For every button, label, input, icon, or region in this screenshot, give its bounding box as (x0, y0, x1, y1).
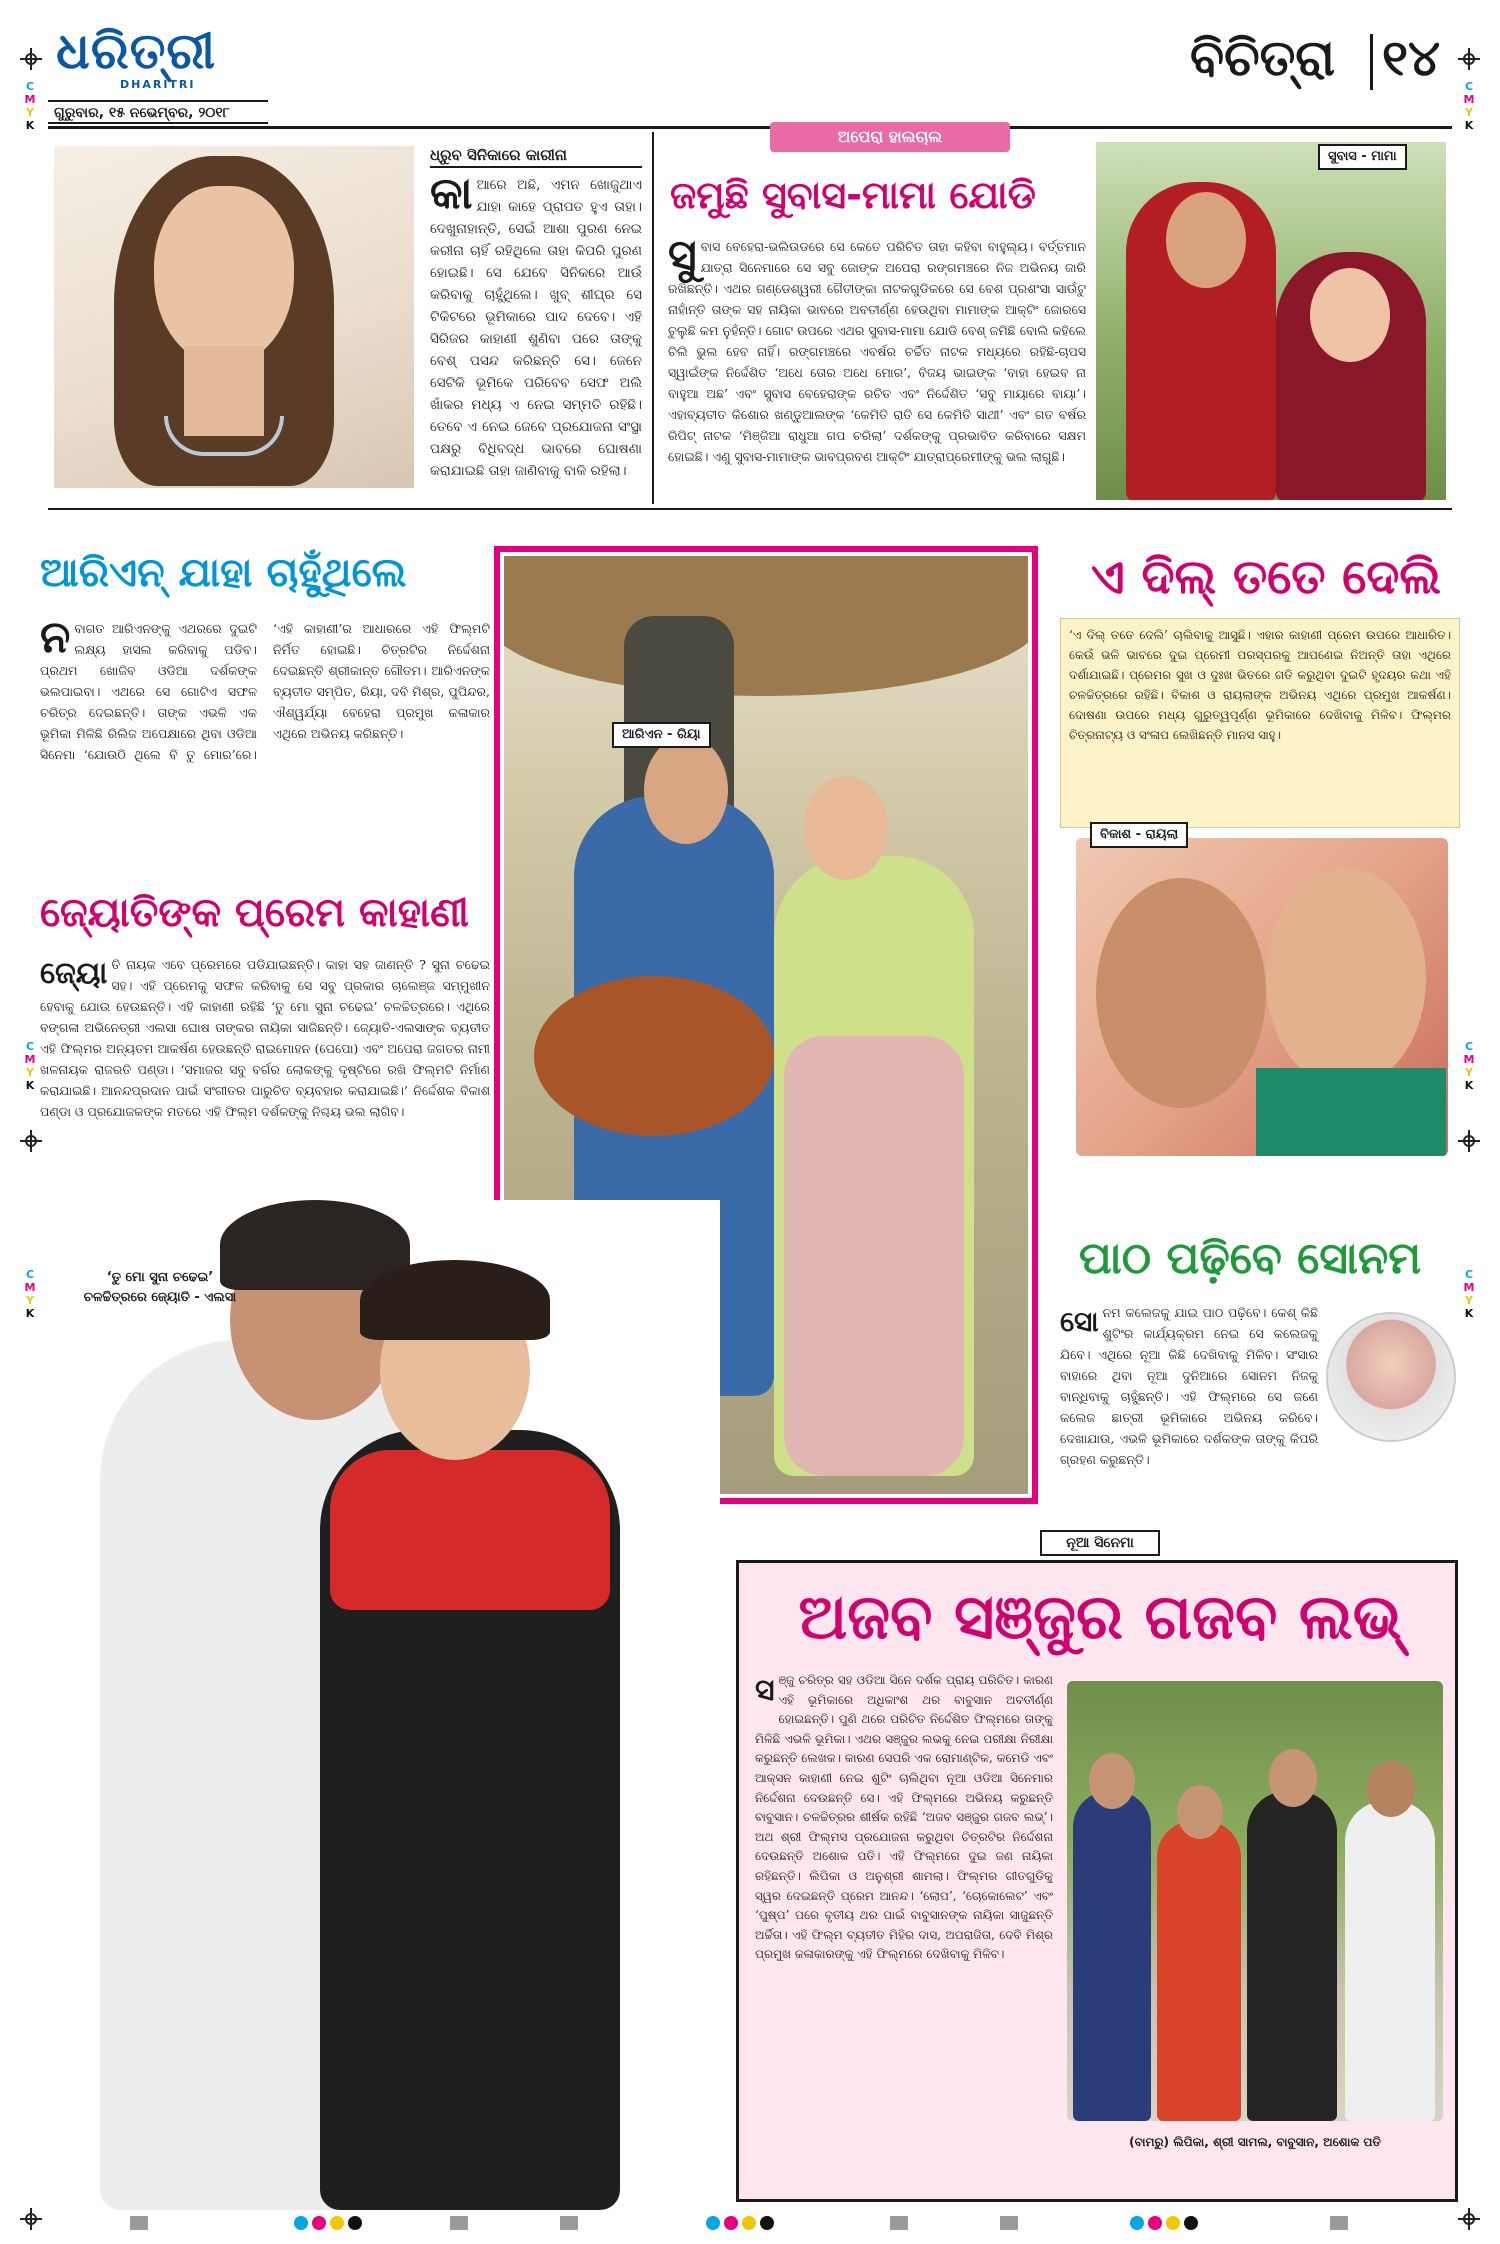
ajab-group-photo (1067, 1681, 1443, 2121)
hut-roof (504, 556, 1028, 696)
sonam-photo-circle (1326, 1312, 1456, 1442)
jatra-dropcap: ସୁ (668, 236, 697, 281)
color-dot-black (1184, 2216, 1198, 2230)
registration-mark (20, 2208, 42, 2230)
subas-mama-photo (1096, 142, 1446, 500)
woman-top-red (330, 1450, 610, 1610)
logo-text: ଧରିତ୍ରୀ (56, 22, 217, 80)
registration-mark (1458, 2208, 1480, 2230)
edil-headline: ଏ ଦିଲ୍ ତତେ ଦେଲି (1091, 549, 1441, 605)
color-dot-black (760, 2216, 774, 2230)
woman-face (804, 776, 888, 880)
person-1 (1073, 1791, 1151, 2121)
woman-face (1310, 268, 1390, 362)
ajab-body: ସଞ୍ଜୁ ଚରିତ୍ର ସହ ଓଡିଆ ସିନେ ଦର୍ଶକ ପ୍ରାୟ ପରିଚିତ। କାରଣ ଏହି ଭୂମିକାରେ ଅଧିକାଂଶ ଥର ବାବୁସାନ ଅବତୀର୍ଣ୍ଣ ହୋଇଛନ୍ତି। ପୁଣି ଥରେ ପରିଚିତ ନିର୍ଦ୍ଦେଶିତ ଫିଲ୍ମରେ ତାଙ୍କୁ ମିଳିଛି ଏଭଳି ଭୂମିକା। ଏଥର ସଞ୍ଜୁର ଲଭକୁ ନେଇ ପରୀକ୍ଷା ନିରୀକ୍ଷା କରୁଛନ୍ତି ଲେଖକ। କାରଣ ସେପରି ଏକ ରୋମାଣ୍ଟିକ, କମେଡି ଏବଂ ଆକ୍ସନ କାହାଣୀ ନେଇ ଶୁଟିଂ ଚାଲିଥିବା ନୂଆ ଓଡିଆ ସିନେମାର ନିର୍ଦ୍ଦେଶନା ଦେଉଛନ୍ତି ସେ। ଏହି ଫିଲ୍ମରେ ଅଭିନୟ କରୁଛନ୍ତି ବାବୁସାନ। ଚଳଚ୍ଚିତ୍ରର ଶୀର୍ଷକ ରହିଛି ‘ଅଜବ ସଞ୍ଜୁର ଗଜବ ଲଭ୍’। ଅଥ ଶ୍ରୀ ଫିଲ୍ମସ ପ୍ରଯୋଜନା କରୁଥିବା ଚିତ୍ରଟିର ନିର୍ଦ୍ଦେଶନା ଦେଉଛନ୍ତି ଅଶୋକ ପତି। ଏହି ଫିଲ୍ମରେ ଦୁଇ ଜଣ ନାୟିକା ରହିଛନ୍ତି। ଲିପିକା ଓ ଅନୁଶ୍ରୀ ଶାମଲା। ଫିଲ୍ମର ଗୀତଗୁଡିକୁ ସ୍ୱର ଦେଇଛନ୍ତି ପ୍ରେମ ଆନନ୍ଦ। ‘ଲୋପ’, ‘ଚୋକୋଲେଟ’ ଏବଂ ‘ପୁଷ୍ପ’ ପରେ ବୃତୀୟ ଥର ପାଇଁ ବାବୁସାନଙ୍କ ନାୟିକା ସାଜୁଛନ୍ତି ଅର୍ଚ୍ଚିତା। ଏହି ଫିଲ୍ମ ବ୍ୟତୀତ ମିହିର ଦାସ, ଅପରାଜିତା, ଦେବି ମିଶ୍ର ପ୍ରମୁଖ କଳାକାରଙ୍କୁ ଏହି ଫିଲ୍ମରେ ଦେଖିବାକୁ ମିଳିବ। (755, 1673, 1053, 1962)
man-face (1096, 878, 1266, 1108)
grey-swatch (890, 2216, 908, 2230)
jyoti-body: ଜ୍ୟୋ ତି ନାୟକ ଏବେ ପ୍ରେମରେ ପଡିଯାଇଛନ୍ତି। କାହା ସହ ଜାଣନ୍ତି ? ସୁନା ଚଢେଇ ସହ। ଏହି ପ୍ରେମକୁ ସଫଳ କରିବାକୁ ସେ ସବୁ ପ୍ରକାର ଚାଲେଞ୍ଜ ସମ୍ମୁଖୀନ ହେବାକୁ ଯୋଉ ହେଉଛନ୍ତି। ଏହି କାହାଣୀ ରହିଛି ‘ତୁ ମୋ ସୁନା ଚଢେଇ’ ଚଳଚ୍ଚିତ୍ରରେ। ଏଥିରେ ବଙ୍ଗଳା ଅଭିନେତ୍ରୀ ଏଲସା ଘୋଷ ତାଙ୍କର ନାୟିକା ସାଜିଛନ୍ତି। ଜ୍ୟୋତି-ଏଲସାଙ୍କ ବ୍ୟତୀତ ଏହି ଫିଲ୍ମର ଅନ୍ୟତମ ଆକର୍ଷଣ ହେଉଛନ୍ତି ରାଇମୋହନ (ପେପୋ) ଏବଂ ଅପେରା ଜଗତର ନାମୀ ଖଳନାୟକ ରାଜରତି ପଣ୍ଡା। ‘ସମାଜର ସବୁ ବର୍ଗର ଲୋକଙ୍କୁ ଦୃଷ୍ଟିରେ ରଖି ଫିଲ୍ମଟି ନିର୍ମାଣ କରାଯାଇଛି। ଆନନ୍ଦପ୍ରଦାନ ପାଇଁ ସଂଗୀତର ପାରୁଚିତ ବ୍ୟବହାର କରାଯାଇଛି।’ ନିର୍ଦ୍ଦେଶକ ବିକାଶ ପଣ୍ଡା ଓ ପ୍ରଯୋଜକଙ୍କ ମତରେ ଏହି ଫିଲ୍ମ ଦର୍ଶକଙ୍କୁ ନିଶ୍ଚୟ ଭଲ ଲାଗିବ। (40, 956, 490, 1119)
grey-swatch (1330, 2216, 1348, 2230)
grey-swatch (560, 2216, 578, 2230)
cmyk-strip: C M Y K (24, 1268, 36, 1320)
subas-mama-caption: ସୁବାସ - ମାମା (1318, 144, 1407, 170)
grey-swatch (450, 2216, 468, 2230)
face-shape (154, 186, 294, 366)
edil-body: ‘ଏ ଦିଲ୍ ତତେ ଦେଲି’ ଚାଲିବାକୁ ଆସୁଛି। ଏହାର କାହାଣୀ ପ୍ରେମ ଉପରେ ଆଧାରିତ। କେଉଁ ଭଳି ଭାବରେ ଦୁଇ ପ୍ରେମୀ ପରସ୍ପରକୁ ଆପଣେଇ ନିଅନ୍ତି ତାହା ଏଥିରେ ଦର୍ଶାଯାଇଛି। ପ୍ରେମର ସୁଖ ଓ ଦୁଃଖ ଭିତରେ ଗତି କରୁଥିବା ଦୁଇଟି ହୃଦୟର କଥା ଏହି ଚଳଚ୍ଚିତ୍ରରେ ରହିଛି। ବିକାଶ ଓ ରାୟଲାଙ୍କ ଅଭିନୟ ଏଥିରେ ପ୍ରମୁଖ ଆକର୍ଷଣ। ଦୋଷଣା ଉପରେ ମଧ୍ୟ ଗୁରୁତ୍ୱପୂର୍ଣ୍ଣ ଭୂମିକାରେ ଦେଖିବାକୁ ମିଳିବ। ଫିଲ୍ମର ଚିତ୍ରନାଟ୍ୟ ଓ ସଂଳାପ ଲେଖିଛନ୍ତି ମାନସ ସାହୁ। (1069, 628, 1451, 742)
ajab-photo-caption: (ବାମରୁ) ଲିପିକା, ଶ୍ରୀ ସାମଲ, ବାବୁସାନ, ଅଶୋକ ପତି (1129, 2135, 1381, 2149)
sonam-dropcap: ସୋ (1060, 1305, 1099, 1338)
sonam-headline: ପାଠ ପଢ଼ିବେ ସୋନମ (1078, 1233, 1422, 1284)
grey-swatch (1000, 2216, 1018, 2230)
kareena-photo (54, 146, 414, 488)
color-dot-cyan (1130, 2216, 1144, 2230)
masthead-date-bar (48, 100, 268, 124)
opera-tag (770, 122, 1010, 152)
person-2 (1157, 1821, 1241, 2121)
ariyan-headline: ଆରିଏନ୍ ଯାହା ଚାହୁଁଥିଲେ (40, 550, 407, 596)
woman-face (1266, 868, 1426, 1088)
ajab-tag (1040, 1530, 1160, 1556)
man-face (644, 736, 728, 844)
person-4 (1345, 1801, 1435, 2121)
jyoti-elsa-photo (60, 1200, 720, 2210)
kareena-dropcap: କା (430, 174, 473, 219)
registration-mark (20, 48, 42, 70)
person-4-face (1367, 1761, 1415, 1817)
ariyan-riya-caption: ଆରିଏନ - ରିୟା (612, 722, 711, 748)
bikash-rayala-photo (1076, 838, 1448, 1156)
guitar-shape (534, 976, 774, 1136)
top-section-rule (48, 508, 1452, 510)
cmyk-strip: C M Y K (1463, 1040, 1475, 1092)
jyoti-headline: ଜ୍ୟୋତିଙ୍କ ପ୍ରେମ କାହାଣୀ (40, 890, 470, 936)
jyoti-elsa-caption-line1: ‘ତୁ ମୋ ସୁନା ଚଢେଇ’ (106, 1270, 214, 1285)
jatra-body: ସୁବାସ ବେହେରା-ଭଲିଉଡରେ ସେ କେତେ ପରିଚିତ ତାହା କହିବା ବାହୁଲ୍ୟ। ବର୍ତ୍ତମାନ ଯାତ୍ରା ସିନେମାରେ ସେ ସବୁ ଜୋଙ୍କ ଅପେରା ରଙ୍ଗମଞ୍ଚରେ ନିଜ ଅଭିନୟ ଜାରି ରଖିଛନ୍ତି। ଏଥର ଗଣ୍ଡେଶ୍ୱରୀ ଗୈତୀଙ୍କା ନାଟକଗୁଡିକରେ ସେ ବେଶ ପ୍ରଶଂସା ସାଉଁଟୁ ନାହାଁନ୍ତି ତାଙ୍କ ସହ ନାୟିକା ଭାବରେ ଅବତୀର୍ଣ୍ଣ ହେଉଥିବା ମାମାଙ୍କ ଆକ୍ଟିଂ ଜୋରସେ ଚୁଲୁଛି କମ ନୁହଁନ୍ତି। ଗୋଟ ଉପରେ ଏଥର ସୁବାସ-ମାମା ଯୋଡି ବେଶ୍ ଜମିଛି ବୋଲି କହିଲେ ଚିଲି ଭୁଲ ହେବ ନାହିଁ। ରଙ୍ଗମଞ୍ଚରେ ଏବର୍ଷର ଚର୍ଚ୍ଚିତ ନାଟକ ମଧ୍ୟରେ ରହିଛି-ଚାପସ ସ୍ୱାଇଁଙ୍କ ନିର୍ଦ୍ଦେଶିତ ‘ଅଧେ ତୋର ଅଧେ ମୋର’, ବିଜୟ ଭାଇଙ୍କ ‘ବାହା ହେଇବ ନା ବାହୁଆ ଅଛ’ ଏବଂ ସୁବାସ ବେହେରାଙ୍କ ରଚିତ ଏବଂ ନିର୍ଦ୍ଦେଶିତ ‘ସବୁ ମାୟାରେ ବାୟା’। ଏହାବ୍ୟତୀତ କିଶୋର ଖଣ୍ଡୁଆଲଙ୍କ ‘କେମିତି ରାତି ସେ କେମିତି ସାଥୀ’ ଏବଂ ଗତ ବର୍ଷର ରିପିଟ୍ ନାଟକ ‘ମିଞ୍ଜିଆ ରାଧୁଆ ଗପ ଚରିଲା’ ଦର୍ଶକଙ୍କୁ ପ୍ରଭାବିତ କରିବାରେ ସକ୍ଷମ ହୋଇଛି। ଏଣୁ ସୁବାସ-ମାମାଙ୍କ ଭାବପ୍ରବଣ ଆକ୍ଟିଂ ଯାତ୍ରାପ୍ରେମୀଙ୍କୁ ଭଲ ଲାଗୁଛି। (668, 236, 1086, 464)
sonam-body: ସୋ ନମ କଲେଜକୁ ଯାଇ ପାଠ ପଢ଼ିବେ। କେଶ୍ କିଛି ଶୁଟିଂର କାର୍ଯ୍ୟକ୍ରମ ନେଇ ସେ କଲେଜକୁ ଯିବେ। ଏଥିରେ ନୂଆ କିଛି ଦେଖିବାକୁ ମିଳିବ। ସଂସାର ବାହାରେ ଥିବା ନୂଆ ଦୁନିଆରେ ସୋନମ ନିଜକୁ ବାନ୍ଧିବାକୁ ଚାହୁଁଛନ୍ତି। ଏହି ଫିଲ୍ମରେ ସେ ଜଣେ କଲେଜ ଛାତ୍ରୀ ଭୂମିକାରେ ଅଭିନୟ କରିବେ। ଦେଖାଯାଉ, ଏଭଳି ଭୂମିକାରେ ଦର୍ଶକଙ୍କ ତାଙ୍କୁ କିପରି ଗ୍ରହଣ କରୁଛନ୍ତି। (1060, 1302, 1460, 1498)
ajab-tag-text: ନୂଆ ସିନେମା (1066, 1535, 1134, 1551)
color-dot-cyan (294, 2216, 308, 2230)
woman-hair (360, 1260, 550, 1340)
section-title: ବିଚିତ୍ରା (1190, 29, 1336, 87)
ariyan-body: ନବାଗତ ଆରିଏନଙ୍କୁ ଏଥରରେ ଦୁଇଟି ଲକ୍ଷ୍ୟ ହାସଲ କରିବାକୁ ପଡିବ। ପ୍ରଥମ ଖୋଜିବ ଓଡିଆ ଦର୍ଶକଙ୍କ ଭଲପାଇବା। ଏଥରେ ସେ ଗୋଟିଏ ସଫଳ ଚରିତ୍ର ଦେଇଛନ୍ତି। ତାଙ୍କ ଏଭଳି ଏକ ଭୂମିକା ମିଳିଛି ରିଲିଜ ଅପେକ୍ଷାରେ ଥିବା ଓଡିଆ ସିନେମା ‘ଯୋଉଠି ଥିଲେ ବି ତୁ ମୋର’ରେ। ‘ଏହି କାହାଣୀ’ର ଆଧାରରେ ଏହି ଫିଲ୍ମଟି ନିର୍ମିତ ହୋଇଛି। ଚିତ୍ରଟିର ନିର୍ଦ୍ଦେଶନା ଦେଇଛନ୍ତି ଶ୍ରୀକାନ୍ତ ଗୌତମ। ଆରିଏନଙ୍କ ବ୍ୟତୀତ ସମ୍ପିତ, ରିୟା, ଦବି ମିଶ୍ର, ପୁପିନ୍ଦର, ଐଶ୍ୱର୍ଯ୍ୟା ବେହେରା ପ୍ରମୁଖ କଳାକାର ଏଥିରେ ଅଭିନୟ କରିଛନ୍ତି। (40, 618, 490, 762)
person-2-face (1177, 1785, 1223, 1839)
registration-mark (1458, 1130, 1480, 1152)
bikash-rayala-caption: ବିକାଶ - ରାୟଲା (1090, 822, 1188, 848)
color-dot-magenta (1148, 2216, 1162, 2230)
jyoti-elsa-caption (40, 1268, 280, 1308)
color-dot-yellow (742, 2216, 756, 2230)
kareena-kicker: ଧ୍ରୁବ ସିନିକାରେ କାରୀନା (430, 144, 642, 168)
cmyk-strip: C M Y K (24, 80, 36, 132)
page-number: ୧୪ (1382, 29, 1441, 87)
opera-tag-text: ଅପେରା ହାଲଚାଲ (837, 127, 943, 146)
masthead-logo (56, 22, 276, 96)
jatra-headline: ଜମୁଛି ସୁବାସ-ମାମା ଯୋଡି (670, 173, 1036, 217)
registration-mark (20, 1130, 42, 1152)
cmyk-strip: C M Y K (1463, 1268, 1475, 1320)
ajab-box (736, 1560, 1458, 2202)
section-divider (1370, 34, 1373, 90)
masthead-rule (48, 126, 1452, 129)
logo-subtext: DHARITRI (120, 78, 196, 91)
ajab-dropcap: ସ (755, 1673, 775, 1708)
cmyk-strip: C M Y K (1463, 80, 1475, 132)
man-face (1166, 192, 1246, 288)
issue-date: ଗୁରୁବାର, ୧୫ ନଭେମ୍ବର, ୨୦୧୮ (54, 105, 231, 121)
grey-swatch (130, 2216, 148, 2230)
color-dot-yellow (330, 2216, 344, 2230)
woman-dress (1256, 1068, 1446, 1156)
person-3 (1247, 1791, 1337, 2121)
ajab-headline: ଅଜବ ସଞ୍ଜୁର ଗଜବ ଲଭ୍ (798, 1580, 1402, 1653)
person-3-face (1269, 1749, 1317, 1807)
ariyan-dropcap: ନ (40, 618, 71, 663)
jyoti-elsa-caption-line2: ଚଳଚ୍ଚିତ୍ରରେ ଜ୍ୟୋତି - ଏଲସା (83, 1290, 237, 1305)
cmyk-strip: C M Y K (24, 1040, 36, 1092)
column-rule (652, 132, 654, 504)
registration-mark (1458, 48, 1480, 70)
person-1-face (1089, 1753, 1135, 1809)
kareena-body: କାଆରେ ଅଛି, ଏମନ ଖୋଜୁଥାଏ ଯାହା କାହେ ପ୍ରାପତ ହୁଏ ତାହା। ଦେଖୁନାହାନ୍ତି, ସେଇଁ ଆଶା ପୁରଣ ନେଇ କରୀନା ଚାହିଁ ରହିଥିଲେ ତାହା କିପରି ପୁରଣ ହୋଇଛି। ସେ ଯେବେ ସିନିକରେ ଆଉଁ କରିବାକୁ ଚାହୁଁଥିଲେ। ଖୁବ୍ ଶୀଘ୍ର ସେ ଟିକିଟରେ ଭୂମିକାରେ ପାଦ ଦେବେ। ଏହି ସିରିଜର କାହାଣୀ ଶୁଣିବା ପରେ ତାଙ୍କୁ ବେଶ୍ ପସନ୍ଦ କରିଛନ୍ତି ସେ। ଜେନେ ସେଟିକି ଭୂମିକେ ପରିବେବ ସେଫ ଅଲି ଖାଁକର ମଧ୍ୟ ଏ ନେଇ ସମ୍ମତି ରହିଛି। ତେବେ ଏ ନେଇ ଜେବେ ପ୍ରଯୋଜନା ସଂସ୍ଥା ପକ୍ଷରୁ ବିଧିବଦ୍ଧ ଭାବରେ ଘୋଷଣା କରାଯାଇଛି ତାହା ଜାଣିବାକୁ ବାକି ରହିଲା। (430, 174, 642, 479)
color-dot-magenta (312, 2216, 326, 2230)
color-dot-magenta (724, 2216, 738, 2230)
edil-text-box (1060, 618, 1460, 828)
jyoti-dropcap: ଜ୍ୟୋ (40, 956, 108, 991)
color-dot-black (348, 2216, 362, 2230)
saree-pink (784, 1036, 964, 1476)
color-dot-cyan (706, 2216, 720, 2230)
color-dot-yellow (1166, 2216, 1180, 2230)
